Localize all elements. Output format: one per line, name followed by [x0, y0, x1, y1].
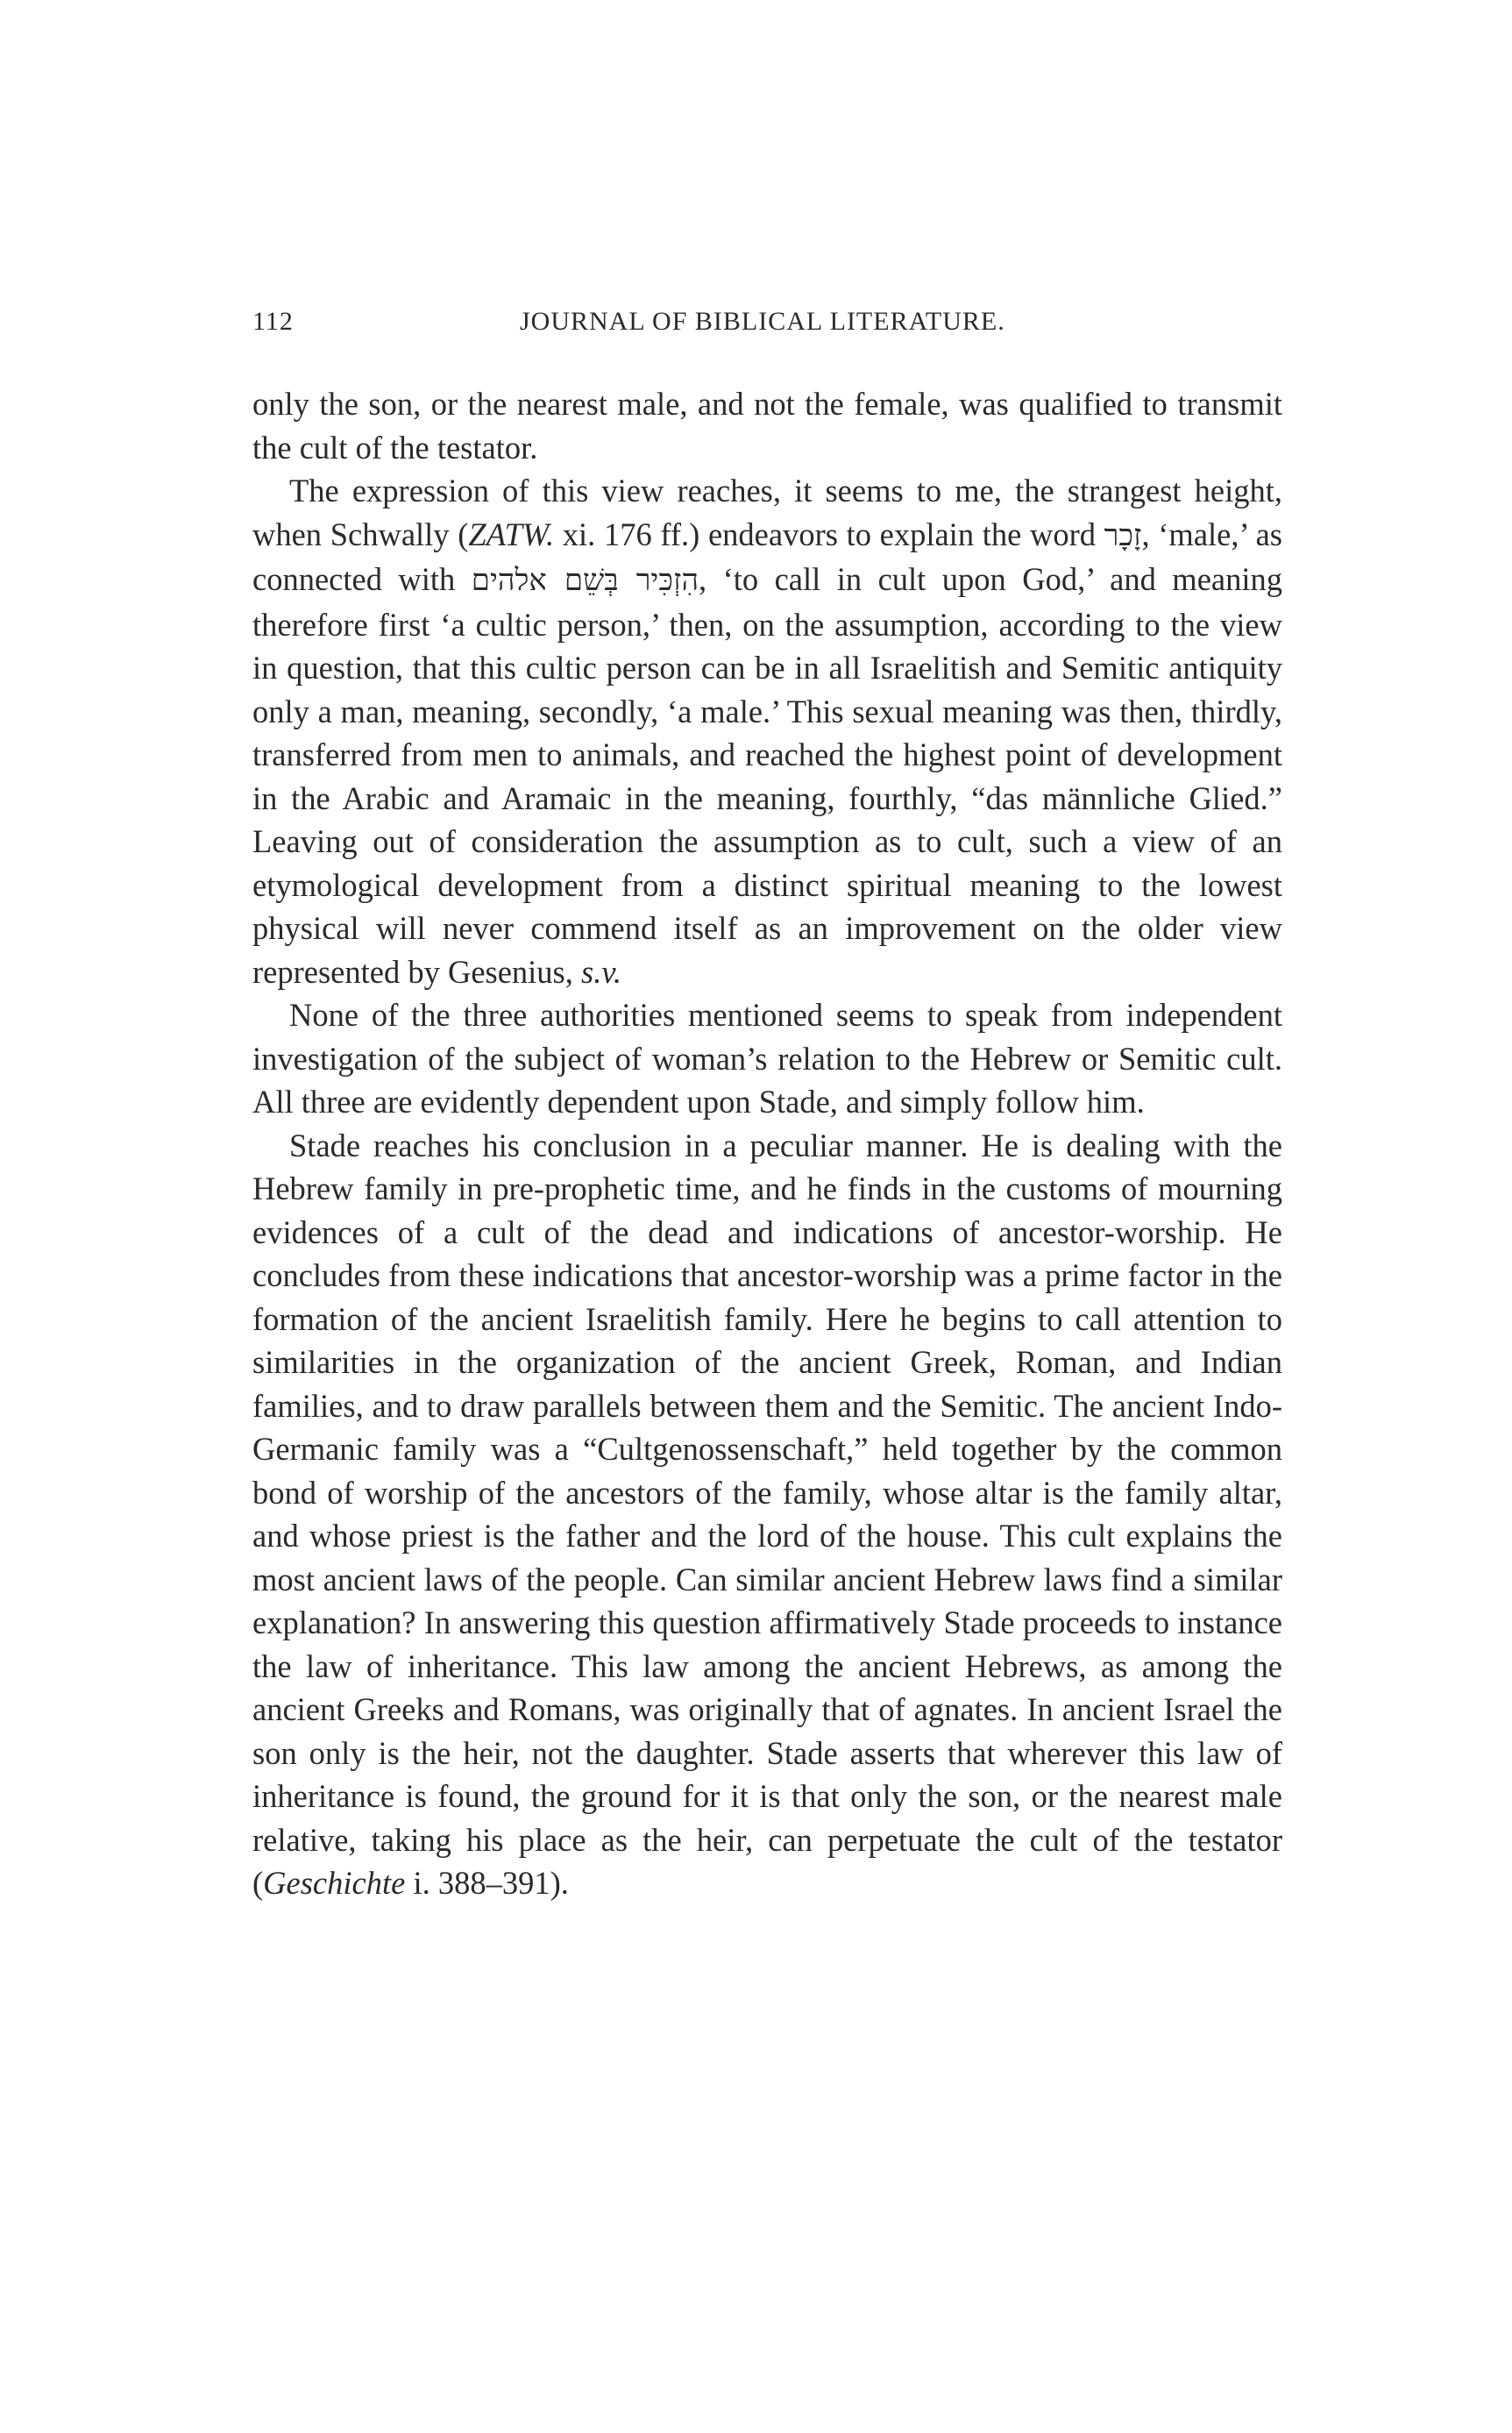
paragraph-authorities: [252, 993, 1282, 1124]
paragraph-text: i. 388–391).: [405, 1865, 569, 1901]
body-text: [252, 382, 1282, 1905]
paragraph-text: None of the three authorities mentioned seems to speak from independent investigation of the subject of woman’s relation to the Hebrew or Semitic cult. All three are evidently dependent upon Stade, and simply follow him.: [252, 997, 1282, 1120]
paragraph-text: The expression of this view reaches, it seems to me, the strangest height, when Schwally (: [252, 473, 1282, 552]
journal-abbreviation: ZATW.: [468, 516, 555, 552]
paragraph-text: only the son, or the nearest male, and not the female, was qualified to transmit the cult of the testator.: [252, 386, 1282, 466]
paragraph-continuation: [252, 382, 1282, 469]
paragraph-text: , ‘male,’ as connected with: [252, 516, 1282, 597]
hebrew-word-zakar: זָכָר: [1104, 517, 1142, 553]
page-header: [252, 307, 1282, 351]
paragraph-text: , ‘to call in cult upon God,’ and meaning therefore first ‘a cultic person,’ then, on the assumption, according to the view in question, that this cultic person can be in all Israelitish and Semitic antiquity only a man, meaning, secondly, ‘a male.’ This sexual meaning was then, thirdly, transferred from men to animals, and reached the highest point of development in the Arabic and Aramaic in the meaning, fourthly, “das männliche Glied.” Leaving out of consideration the assumption as to cult, such a view of an etymological development from a distinct spiritual meaning to the lowest physical will never commend itself as an improvement on the older view represented by Gesenius,: [252, 561, 1282, 990]
hebrew-phrase: הִזְכִּיר בְּשֵׁם אלהים: [471, 563, 699, 598]
running-head: JOURNAL OF BIBLICAL LITERATURE.: [520, 307, 1005, 336]
paragraph-stade: [252, 1124, 1282, 1905]
citation-title: Geschichte: [263, 1865, 406, 1901]
paragraph-text: Stade reaches his conclusion in a peculiar manner. He is dealing with the Hebrew family in pre-prophetic time, and he finds in the customs of mourning evidences of a cult of the dead and indications of ancestor-worship. He concludes from these indications that ancestor-worship was a prime factor in the formation of the ancient Israelitish family. Here he begins to call attention to similarities in the organization of the ancient Greek, Roman, and Indian families, and to draw parallels between them and the Semitic. The ancient Indo-Germanic family was a “Cultgenossenschaft,” held together by the common bond of worship of the ancestors of the family, whose altar is the family altar, and whose priest is the father and the lord of the house. This cult explains the most ancient laws of the people. Can similar ancient Hebrew laws find a similar explanation? In answering this question affirmatively Stade proceeds to instance the law of inheritance. This law among the ancient Hebrews, as among the ancient Greeks and Romans, was originally that of agnates. In ancient Israel the son only is the heir, not the daughter. Stade asserts that wherever this law of inheritance is found, the ground for it is that only the son, or the nearest male relative, taking his place as the heir, can perpetuate the cult of the testator (: [252, 1127, 1282, 1901]
paragraph-schwally: [252, 469, 1282, 993]
paragraph-text: xi. 176 ff.) endeavors to explain the word: [554, 516, 1104, 552]
sub-verbo-abbreviation: s.v.: [581, 953, 621, 990]
page-number: 112: [252, 307, 294, 336]
